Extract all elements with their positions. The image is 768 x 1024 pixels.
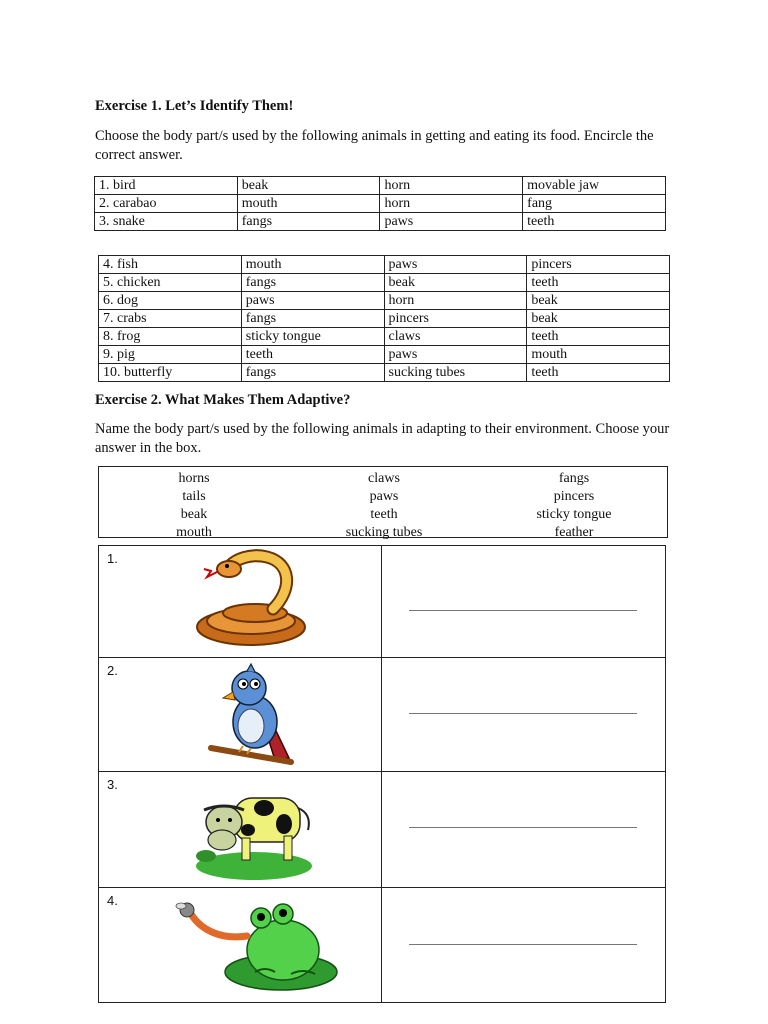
answer-choice[interactable]: movable jaw [523,177,666,195]
animal-cell: 8. frog [99,328,242,346]
answer-choice[interactable]: teeth [241,346,384,364]
table-row [99,346,670,364]
bird-icon [207,662,297,768]
item-number: 2. [107,663,118,678]
table-row [95,177,666,195]
answer-choice[interactable]: fang [523,195,666,213]
table-row [99,328,670,346]
word-bank-item: mouth [176,525,212,540]
answer-choice[interactable]: mouth [241,256,384,274]
animal-picture-cell [99,888,382,1002]
answer-choice[interactable]: beak [527,292,670,310]
answer-choice[interactable]: mouth [527,346,670,364]
animal-picture-cell [99,546,382,657]
carabao-icon [192,778,314,884]
item-number: 1. [107,551,118,566]
exercise-2-title: Exercise 2. What Makes Them Adaptive? [95,392,351,408]
item-number: 4. [107,893,118,908]
answer-line[interactable] [409,944,637,945]
word-bank-item: fangs [558,471,590,486]
animal-picture-cell [99,772,382,887]
word-bank-column [314,470,454,542]
exercise-1-title: Exercise 1. Let’s Identify Them! [95,98,294,114]
answer-choice[interactable]: mouth [237,195,380,213]
table-row [99,310,670,328]
item-number: 3. [107,777,118,792]
word-bank-item: teeth [370,507,398,522]
answer-choice[interactable]: beak [384,274,527,292]
table-row [99,364,670,382]
answer-row [99,771,665,887]
answer-choice[interactable]: horn [380,195,523,213]
word-bank-item: sucking tubes [345,525,423,540]
answer-line[interactable] [409,827,637,828]
frog-icon [171,900,339,992]
table-row [99,274,670,292]
table-row [95,213,666,231]
animal-cell: 4. fish [99,256,242,274]
answer-choice[interactable]: fangs [241,310,384,328]
table-row [99,256,670,274]
answer-choice[interactable]: paws [241,292,384,310]
answer-row [99,546,665,657]
exercise-1-table-a [94,176,666,231]
word-bank-item: feather [554,525,594,540]
answer-choice[interactable]: paws [384,346,527,364]
answer-choice[interactable]: fangs [241,364,384,382]
answer-line[interactable] [409,610,637,611]
word-bank-box [98,466,668,538]
word-bank-column [139,470,249,542]
answer-choice[interactable]: horn [384,292,527,310]
exercise-1-instructions: Choose the body part/s used by the following animals in getting and eating its food. Encircle the correct answer. [95,128,654,163]
answer-row [99,657,665,771]
table-row [95,195,666,213]
animal-cell: 6. dog [99,292,242,310]
answer-grid [98,545,666,1003]
answer-line[interactable] [409,713,637,714]
table-row [99,292,670,310]
animal-cell: 3. snake [95,213,238,231]
animal-cell: 7. crabs [99,310,242,328]
word-bank-item: sticky tongue [536,507,612,522]
snake-icon [195,549,307,647]
answer-choice[interactable]: teeth [527,328,670,346]
exercise-1-table-b [98,255,670,382]
word-bank-item: pincers [553,489,595,504]
animal-cell: 10. butterfly [99,364,242,382]
word-bank-item: horns [178,471,210,486]
answer-choice[interactable]: beak [527,310,670,328]
answer-choice[interactable]: sucking tubes [384,364,527,382]
animal-cell: 9. pig [99,346,242,364]
word-bank-item: paws [369,489,399,504]
word-bank-item: claws [368,471,400,486]
animal-cell: 5. chicken [99,274,242,292]
word-bank-column [519,470,629,542]
answer-row [99,887,665,1002]
answer-choice[interactable]: pincers [384,310,527,328]
answer-choice[interactable]: fangs [237,213,380,231]
exercise-2-instructions: Name the body part/s used by the following animals in adapting to their environment. Choose your answer in the box. [95,421,670,456]
answer-choice[interactable]: horn [380,177,523,195]
answer-choice[interactable]: beak [237,177,380,195]
answer-choice[interactable]: paws [384,256,527,274]
answer-choice[interactable]: pincers [527,256,670,274]
answer-choice[interactable]: teeth [527,364,670,382]
word-bank-item: beak [180,507,208,522]
word-bank-item: tails [182,489,206,504]
answer-choice[interactable]: claws [384,328,527,346]
animal-cell: 2. carabao [95,195,238,213]
answer-choice[interactable]: teeth [527,274,670,292]
answer-choice[interactable]: paws [380,213,523,231]
animal-cell: 1. bird [95,177,238,195]
answer-choice[interactable]: teeth [523,213,666,231]
animal-picture-cell [99,658,382,771]
answer-choice[interactable]: fangs [241,274,384,292]
answer-choice[interactable]: sticky tongue [241,328,384,346]
